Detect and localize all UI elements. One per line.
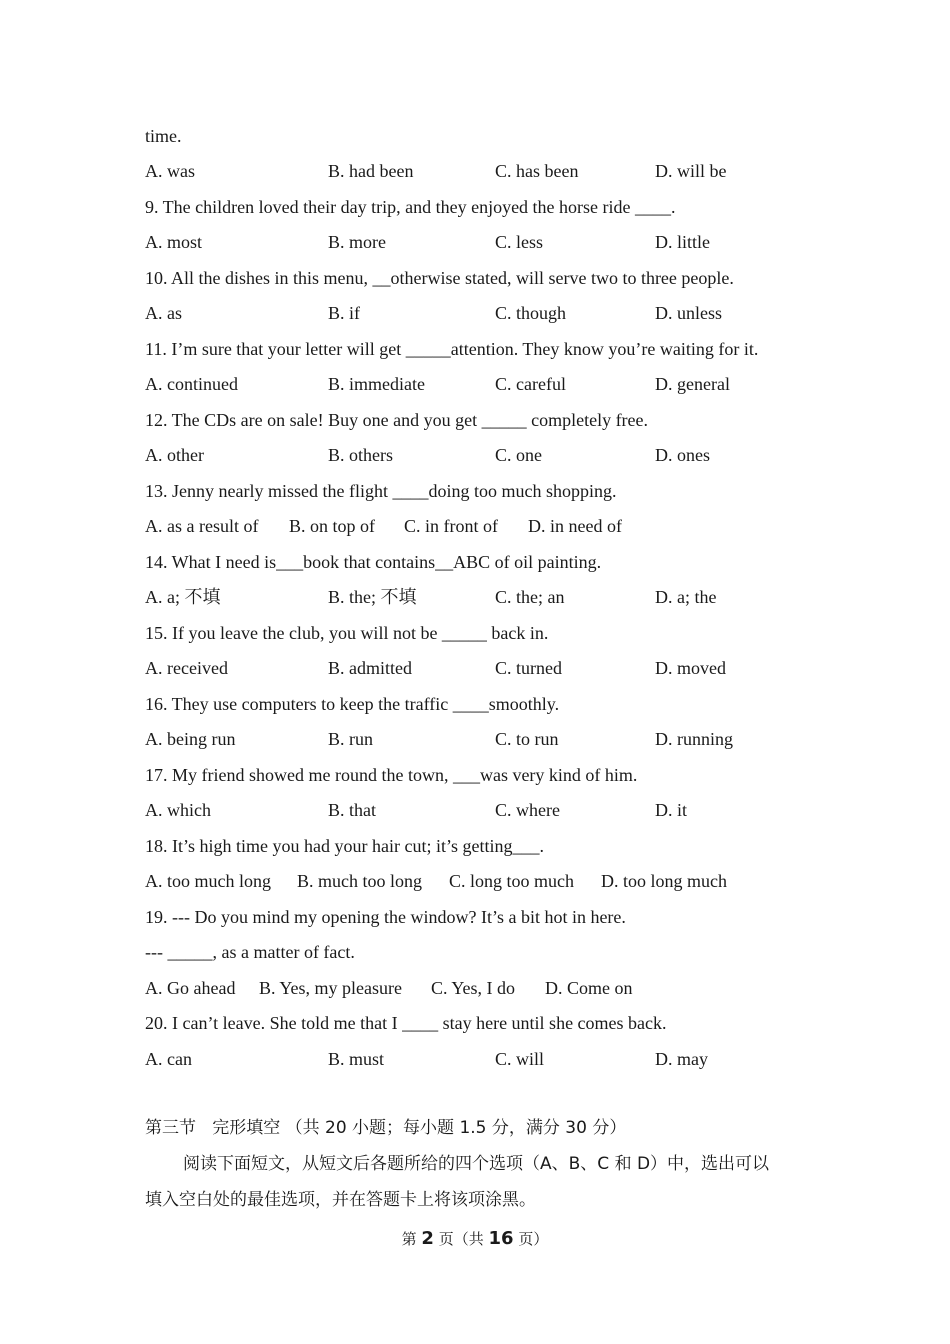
- option-c: C. careful: [495, 374, 566, 394]
- question-12-stem: 12. The CDs are on sale! Buy one and you get _____ completely free.: [145, 410, 649, 430]
- option-c: C. to run: [495, 729, 559, 749]
- option-b: B. if: [328, 303, 361, 323]
- option-b: B. Yes, my pleasure: [259, 978, 402, 998]
- footer-middle: 页（共: [433, 1230, 489, 1248]
- option-b: B. on top of: [289, 516, 376, 536]
- option-d: D. running: [655, 729, 733, 749]
- option-b: B. that: [328, 800, 376, 820]
- option-d: D. moved: [655, 658, 726, 678]
- option-c: C. the; an: [495, 587, 565, 607]
- question-16-stem: 16. They use computers to keep the traffic ____smoothly.: [145, 694, 560, 714]
- option-a: A. as: [145, 303, 182, 323]
- option-a: A. can: [145, 1049, 192, 1069]
- option-d: D. it: [655, 800, 688, 820]
- question-18-stem: 18. It’s high time you had your hair cut; it’s getting___.: [145, 836, 544, 856]
- option-c: C. will: [495, 1049, 545, 1069]
- question-12-options: [145, 444, 845, 466]
- option-a: A. too much long: [145, 871, 271, 891]
- option-b: B. others: [328, 445, 393, 465]
- section-instruction-line2: 填入空白处的最佳选项，并在答题卡上将该项涂黑。: [145, 1190, 536, 1210]
- option-a: A. other: [145, 445, 204, 465]
- option-b: B. the; 不填: [328, 587, 417, 607]
- option-b: B. admitted: [328, 658, 412, 678]
- option-d: D. a; the: [655, 587, 717, 607]
- option-a: A. as a result of: [145, 516, 259, 536]
- option-c: C. in front of: [404, 516, 498, 536]
- question-16-options: [145, 728, 845, 750]
- option-a: A. a; 不填: [145, 587, 221, 607]
- option-d: D. general: [655, 374, 730, 394]
- option-a: A. continued: [145, 374, 238, 394]
- option-c: C. has been: [495, 161, 579, 181]
- option-b: B. more: [328, 232, 386, 252]
- question-17-stem: 17. My friend showed me round the town, ___was very kind of him.: [145, 765, 638, 785]
- option-a: A. being run: [145, 729, 236, 749]
- question-18-options: [145, 870, 845, 892]
- question-17-options: [145, 799, 845, 821]
- option-b: B. run: [328, 729, 373, 749]
- question-20-stem: 20. I can’t leave. She told me that I ____ stay here until she comes back.: [145, 1013, 667, 1033]
- section-instruction-line1: 阅读下面短文，从短文后各题所给的四个选项（A、B、C 和 D）中，选出可以: [183, 1154, 770, 1174]
- option-c: C. one: [495, 445, 542, 465]
- q8-options: [145, 160, 845, 182]
- page-footer: [0, 1228, 950, 1250]
- option-d: D. unless: [655, 303, 722, 323]
- question-15-options: [145, 657, 845, 679]
- question-11-options: [145, 373, 845, 395]
- option-d: D. may: [655, 1049, 708, 1069]
- option-c: C. though: [495, 303, 567, 323]
- footer-suffix: 页）: [513, 1230, 549, 1248]
- continuation-text: time.: [145, 126, 182, 146]
- option-c: C. long too much: [449, 871, 574, 891]
- question-14-options: [145, 586, 845, 608]
- question-13-options: [145, 515, 845, 537]
- total-pages: 16: [488, 1228, 514, 1249]
- option-d: D. too long much: [601, 871, 727, 891]
- option-c: C. turned: [495, 658, 562, 678]
- question-19-reply: --- _____, as a matter of fact.: [145, 942, 355, 962]
- question-11-stem: 11. I’m sure that your letter will get _____attention. They know you’re waiting for it.: [145, 339, 759, 359]
- option-c: C. less: [495, 232, 544, 252]
- option-a: A. received: [145, 658, 228, 678]
- footer-prefix: 第: [401, 1230, 422, 1248]
- question-20-options: [145, 1048, 845, 1070]
- option-b: B. much too long: [297, 871, 422, 891]
- question-19-stem: 19. --- Do you mind my opening the window? It’s a bit hot in here.: [145, 907, 626, 927]
- section-title: 第三节 完形填空 （共 20 小题；每小题 1.5 分，满分 30 分）: [145, 1118, 627, 1138]
- question-9-options: [145, 231, 845, 253]
- question-10-options: [145, 302, 845, 324]
- option-b: B. must: [328, 1049, 385, 1069]
- option-c: C. Yes, I do: [431, 978, 516, 998]
- option-c: C. where: [495, 800, 560, 820]
- option-a: A. most: [145, 232, 203, 252]
- question-19-options: [145, 977, 845, 999]
- question-10-stem: 10. All the dishes in this menu, __otherwise stated, will serve two to three people.: [145, 268, 734, 288]
- option-d: D. Come on: [545, 978, 633, 998]
- question-15-stem: 15. If you leave the club, you will not be _____ back in.: [145, 623, 549, 643]
- option-a: A. was: [145, 161, 195, 181]
- option-d: D. will be: [655, 161, 727, 181]
- option-a: A. which: [145, 800, 211, 820]
- question-9-stem: 9. The children loved their day trip, and they enjoyed the horse ride ____.: [145, 197, 676, 217]
- option-d: D. in need of: [528, 516, 622, 536]
- option-a: A. Go ahead: [145, 978, 236, 998]
- option-d: D. ones: [655, 445, 710, 465]
- option-b: B. had been: [328, 161, 414, 181]
- option-d: D. little: [655, 232, 710, 252]
- option-b: B. immediate: [328, 374, 425, 394]
- question-14-stem: 14. What I need is___book that contains__ABC of oil painting.: [145, 552, 602, 572]
- page-number: 2: [421, 1228, 434, 1249]
- question-13-stem: 13. Jenny nearly missed the flight ____doing too much shopping.: [145, 481, 617, 501]
